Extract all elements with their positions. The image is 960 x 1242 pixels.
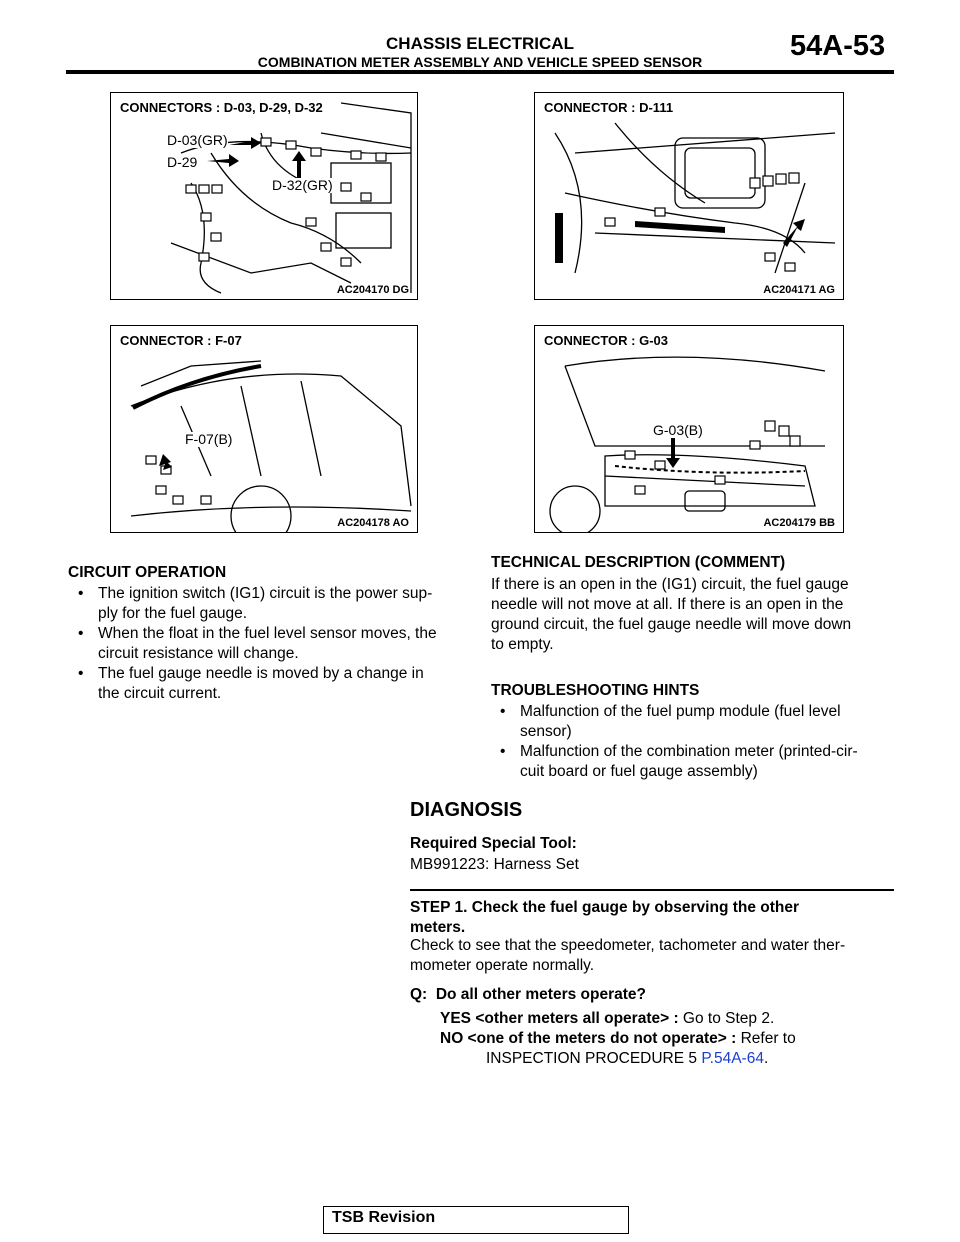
list-item (500, 702, 900, 742)
bullet-dot: • (500, 743, 506, 760)
list-item-text: Malfunction of the combination meter (printed-cir- cuit board or fuel gauge assembly) (520, 743, 858, 780)
section-title: CHASSIS ELECTRICAL (386, 34, 574, 53)
answer-no-continued: INSPECTION PROCEDURE 5 P.54A-64. (486, 1050, 769, 1067)
list-item-text: When the float in the fuel level sensor moves, the circuit resistance will change. (98, 625, 437, 662)
callout-f07: F-07(B) (185, 431, 233, 447)
list-item (78, 584, 468, 624)
header-rule (66, 70, 894, 74)
callout-d32: D-32(GR) (272, 177, 333, 193)
bullet-dot: • (78, 665, 84, 682)
figure-connector-g03 (534, 325, 844, 533)
figure-code: AC204170 DG (336, 284, 409, 296)
dashboard-harness-illustration (111, 93, 417, 299)
technical-description-text: If there is an open in the (IG1) circuit, the fuel gauge needle will not move at all. If there is an open in the ground circuit, the fuel gauge needle will move down to empty. (491, 576, 852, 653)
list-item (78, 624, 468, 664)
answer-no (440, 1029, 796, 1049)
list-item-text: The fuel gauge needle is moved by a change in the circuit current. (98, 665, 424, 702)
callout-d29: D-29 (167, 154, 198, 170)
special-tool-value: MB991223: Harness Set (410, 856, 579, 873)
figure-label: CONNECTOR : D-111 (541, 99, 676, 116)
list-item-text: The ignition switch (IG1) circuit is the power sup- ply for the fuel gauge. (98, 585, 433, 622)
figure-connector-f07 (110, 325, 418, 533)
figure-connectors-d03-d29-d32 (110, 92, 418, 300)
special-tool-label: Required Special Tool: (410, 835, 577, 852)
list-item (500, 742, 900, 782)
figure-label: CONNECTOR : G-03 (541, 332, 671, 349)
answer-yes-label: YES <other meters all operate> : (440, 1010, 679, 1027)
page-number: 54A-53 (790, 30, 886, 62)
step-question: Q: Do all other meters operate? (410, 986, 646, 1003)
bullet-dot: • (500, 703, 506, 720)
figure-label: CONNECTORS : D-03, D-29, D-32 (117, 99, 326, 116)
tsb-revision-label: TSB Revision (332, 1209, 436, 1226)
circuit-operation-heading: CIRCUIT OPERATION (68, 564, 227, 581)
section-subtitle: COMBINATION METER ASSEMBLY AND VEHICLE SPEED SENSOR (257, 54, 703, 70)
diagnosis-heading: DIAGNOSIS (410, 799, 523, 821)
bullet-dot: • (78, 625, 84, 642)
glovebox-harness-illustration (535, 93, 843, 299)
troubleshooting-heading: TROUBLESHOOTING HINTS (491, 682, 700, 699)
list-item (78, 664, 468, 704)
list-item-text: Malfunction of the fuel pump module (fuel level sensor) (520, 703, 841, 740)
technical-description-heading: TECHNICAL DESCRIPTION (COMMENT) (491, 554, 786, 571)
answer-yes-text: Go to Step 2. (678, 1010, 775, 1027)
answer-yes (440, 1009, 774, 1029)
vehicle-left-rear-illustration (111, 326, 417, 532)
answer-no-text: Refer to (736, 1030, 796, 1047)
bullet-dot: • (78, 585, 84, 602)
callout-d03: D-03(GR) (167, 132, 228, 148)
answer-no-label: NO <one of the meters do not operate> : (440, 1030, 737, 1047)
callout-g03: G-03(B) (653, 422, 703, 438)
step-title: STEP 1. Check the fuel gauge by observing the other meters. (410, 899, 800, 936)
inspection-procedure-link[interactable]: P.54A-64 (701, 1050, 764, 1067)
figure-code: AC204178 AO (337, 517, 409, 529)
step-text: Check to see that the speedometer, tachometer and water ther- mometer operate normally. (410, 937, 846, 974)
step-divider (410, 889, 894, 891)
figure-connector-d111 (534, 92, 844, 300)
figure-code: AC204171 AG (763, 284, 835, 296)
figure-code: AC204179 BB (763, 517, 835, 529)
figure-label: CONNECTOR : F-07 (117, 332, 245, 349)
